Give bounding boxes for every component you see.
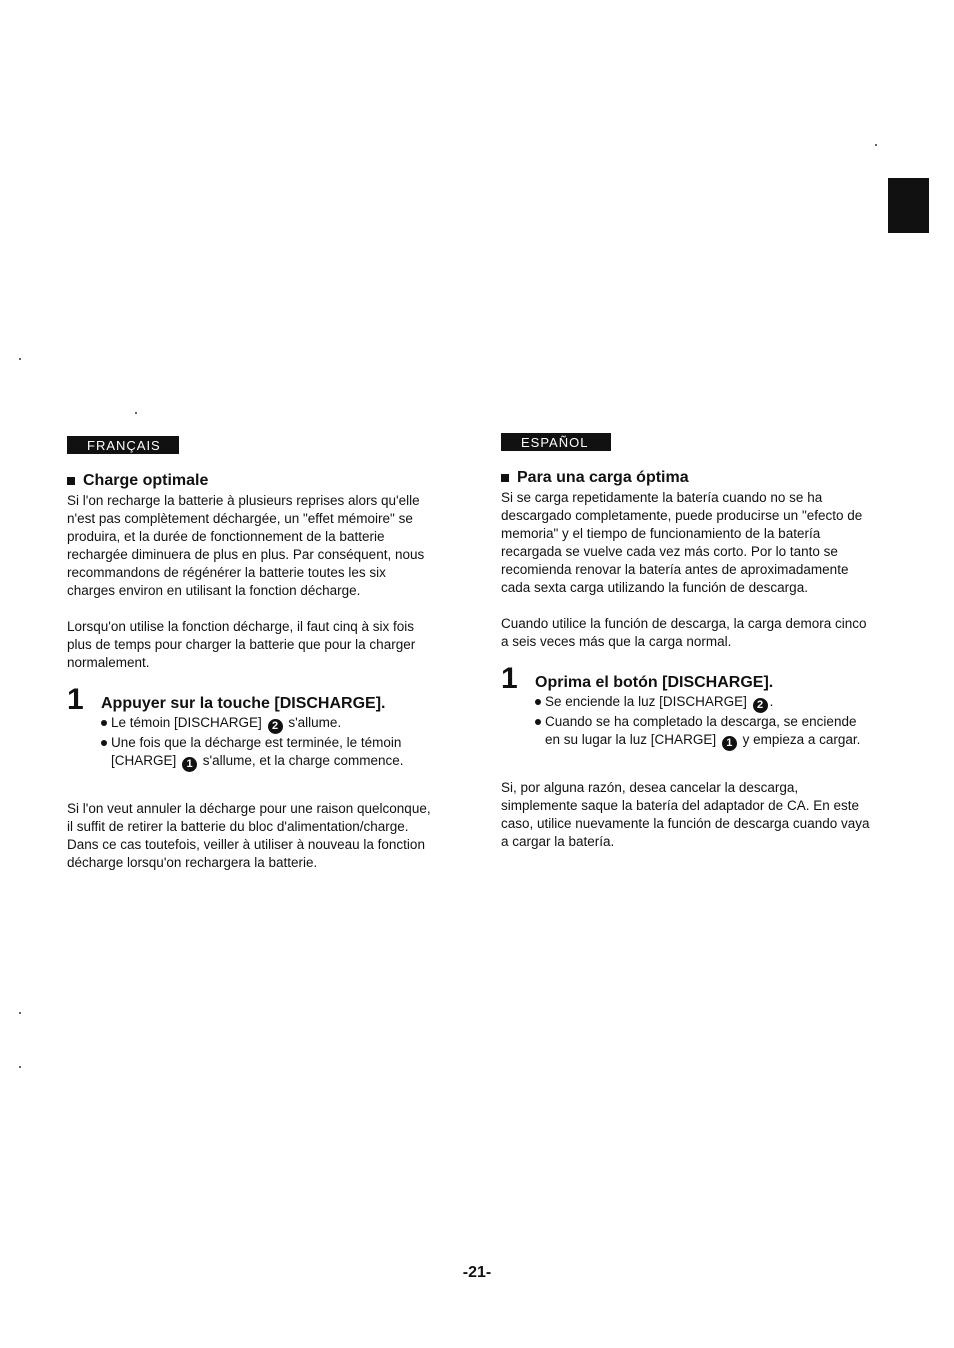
bullet-item [101,714,437,734]
circled-number-icon: 2 [753,698,768,713]
step-title: Oprima el botón [DISCHARGE]. [535,674,774,691]
scan-speck [875,144,877,146]
step-1-french [67,683,437,716]
bullet-text: . [769,694,774,709]
scan-speck [135,412,137,414]
spanish-column [501,433,871,851]
french-column [67,436,437,872]
bullet-text: s'allume. [288,715,342,730]
section-title-french [67,472,437,490]
language-label-spanish: ESPAÑOL [501,433,611,451]
page-edge-tab [888,178,929,233]
section-title-text: Para una carga óptima [517,469,689,486]
bullet-dot-icon [535,699,541,705]
paragraph-memory-effect: Si l'on recharge la batterie à plusieurs reprises alors qu'elle n'est pas complètement déchargée, un "effet mémoire" se produira, et la durée de fonctionnement de la batterie rechargée diminuera de plus en plus. Par conséquent, nous recommandons de régénérer la batterie toutes les six charges environ en utilisant la fonction décharge. [67,493,425,598]
bullet-text: Se enciende la luz [DISCHARGE] [545,694,747,709]
circled-number-icon: 2 [268,719,283,734]
paragraph-cancel-discharge: Si l'on veut annuler la décharge pour une raison quelconque, il suffit de retirer la batterie du bloc d'alimentation/charge. Dans ce cas toutefois, veiller à utiliser à nouveau la fonction décharge lorsqu'on rechargera la batterie. [67,801,431,870]
bullet-text: Le témoin [DISCHARGE] [111,715,262,730]
bullet-item [535,713,871,751]
step-number: 1 [67,683,84,716]
bullet-dot-icon [535,719,541,725]
paragraph-memory-effect: Si se carga repetidamente la batería cuando no se ha descargado completamente, puede producirse un "efecto de memoria" y el tiempo de funcionamiento de la batería recargada se vuelve cada vez más corto. Por lo tanto se recomienda renovar la batería antes de aproximadamente cada sexta carga utilizando la función de descarga. [501,490,863,595]
paragraph-cancel-discharge: Si, por alguna razón, desea cancelar la descarga, simplemente saque la batería del adaptador de CA. En este caso, utilice nuevamente la función de descarga cuando vaya a cargar la batería. [501,780,870,849]
scan-speck [19,358,21,360]
bullet-text: Une fois que la décharge est terminée, le témoin [CHARGE] [111,735,402,768]
scan-speck [19,1012,21,1014]
step-bullets-spanish [535,693,871,751]
circled-number-icon: 1 [722,736,737,751]
page-number: -21- [462,1264,492,1281]
step-bullets-french [101,714,437,772]
language-label-french: FRANÇAIS [67,436,179,454]
step-1-spanish [501,662,871,695]
bullet-text: Cuando se ha completado la descarga, se enciende en su lugar la luz [CHARGE] [545,714,857,747]
step-title: Appuyer sur la touche [DISCHARGE]. [101,695,386,712]
paragraph-discharge-time: Lorsqu'on utilise la fonction décharge, il faut cinq à six fois plus de temps pour charger la batterie que pour la charger normalement. [67,619,416,670]
section-title-text: Charge optimale [83,472,209,489]
square-bullet-icon [67,477,75,485]
bullet-text: s'allume, et la charge commence. [202,753,404,768]
bullet-item [101,734,437,772]
circled-number-icon: 1 [182,757,197,772]
bullet-dot-icon [101,720,107,726]
step-number: 1 [501,662,518,695]
bullet-text: y empieza a cargar. [742,732,861,747]
bullet-item [535,693,871,713]
bullet-dot-icon [101,740,107,746]
square-bullet-icon [501,474,509,482]
scan-speck [19,1066,21,1068]
section-title-spanish [501,469,871,487]
paragraph-discharge-time: Cuando utilice la función de descarga, la carga demora cinco a seis veces más que la carga normal. [501,616,867,649]
